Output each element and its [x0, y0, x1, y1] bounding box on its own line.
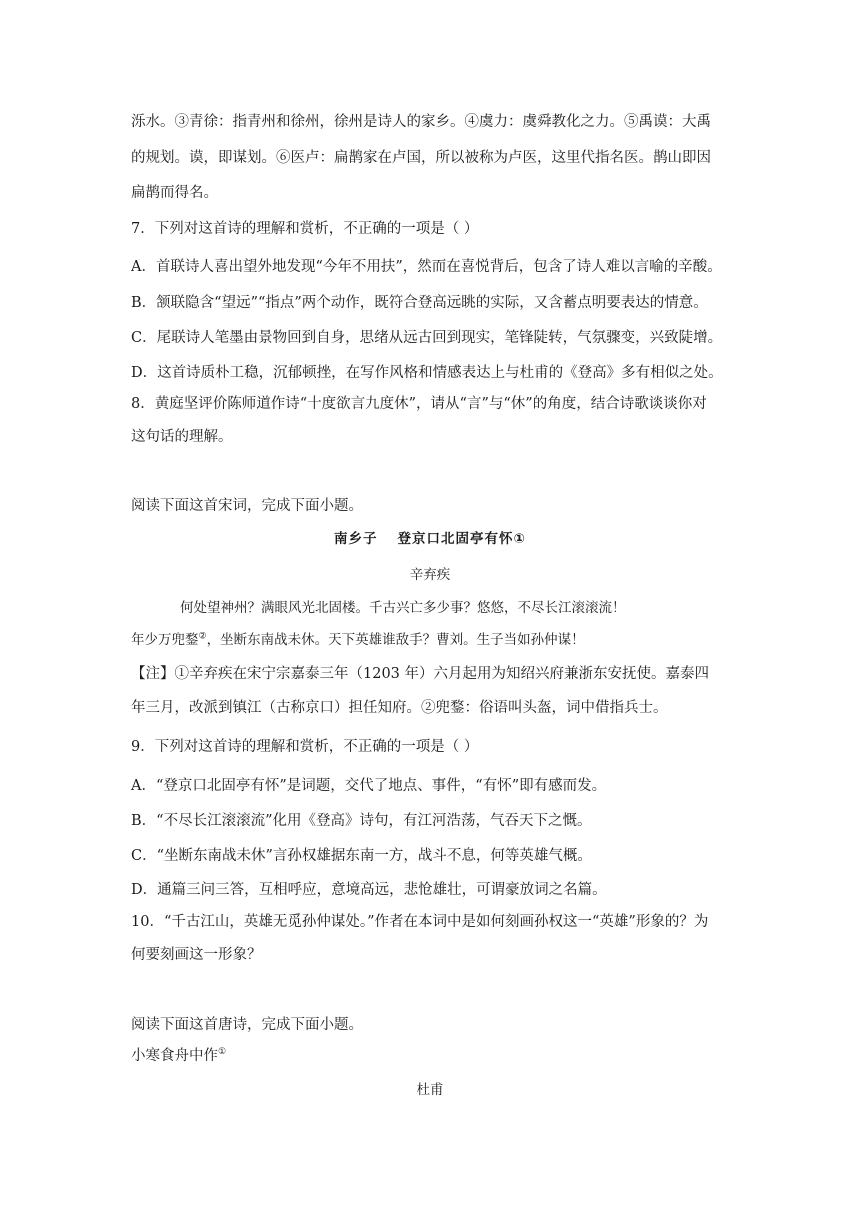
poem-note-line-2: 年三月，改派到镇江（古称京口）担任知府。②兜鍪：俗语叫头盔，词中借指兵士。: [131, 700, 668, 716]
note-line-3: 扁鹊而得名。: [131, 185, 218, 201]
question-10-line-2: 何要刻画这一形象？: [131, 947, 262, 963]
poem-author: 辛弃疾: [409, 567, 451, 583]
poem-3-author: 杜甫: [416, 1082, 444, 1098]
reading-intro-song-ci: 阅读下面这首宋词，完成下面小题。: [131, 498, 363, 514]
poem-line-2-end: ，坐断东南战未休。天下英雄谁敌手？曹刘。生子当如孙仲谋！: [206, 632, 585, 648]
question-9-option-c: C．“坐断东南战未休”言孙权雄据东南一方，战斗不息，何等英雄气概。: [131, 848, 592, 864]
footnote-marker-2: ②: [198, 631, 207, 642]
poem-title: [0, 529, 860, 549]
reading-intro-tang-poem: 阅读下面这首唐诗，完成下面小题。: [131, 1017, 363, 1033]
poem-title-subject: 登京口北固亭有怀①: [397, 531, 526, 547]
poem-3-title: [131, 1046, 226, 1066]
poem-line-2-start: 年少万兜鍪: [131, 632, 199, 648]
question-9: 9．下列对这首诗的理解和赏析，不正确的一项是（ ）: [131, 739, 479, 755]
question-8-line-2: 这句话的理解。: [131, 429, 233, 445]
note-line-2: 的规划。谟，即谋划。⑥医卢：扁鹊家在卢国，所以被称为卢医，这里代指名医。鹊山即因: [131, 150, 711, 166]
question-7: 7．下列对这首诗的理解和赏析，不正确的一项是（ ）: [131, 221, 479, 237]
question-7-option-b: B．颔联隐含“望远”“指点”两个动作，既符合登高远眺的实际，又含蓄点明要表达的情意。: [131, 295, 708, 311]
question-7-option-a: A．首联诗人喜出望外地发现“今年不用扶”，然而在喜悦背后，包含了诗人难以言喻的辛酸。: [131, 259, 722, 275]
question-9-option-a: A．“登京口北固亭有怀”是词题，交代了地点、事件，“有怀”即有感而发。: [131, 778, 607, 794]
question-10-line-1: 10．“千古江山，英雄无觅孙仲谋处。”作者在本词中是如何刻画孙权这一“英雄”形象的？为: [131, 914, 709, 930]
note-line-1: 泺水。③青徐：指青州和徐州，徐州是诗人的家乡。④虞力：虞舜教化之力。⑤禹谟：大禹: [131, 114, 711, 130]
question-9-option-b: B．“不尽长江滚滚流”化用《登高》诗句，有江河浩荡，气吞天下之慨。: [131, 813, 592, 829]
poem-3-title-text: 小寒食舟中作: [131, 1048, 218, 1064]
poem-line-1: 何处望神州？满眼风光北固楼。千古兴亡多少事？悠悠，不尽长江滚滚流！: [180, 600, 626, 616]
footnote-marker-1: ①: [218, 1047, 227, 1058]
poem-note-line-1: 【注】①辛弃疾在宋宁宗嘉泰三年（1203 年）六月起用为知绍兴府兼浙东安抚使。嘉泰四: [131, 666, 710, 682]
question-8-line-1: 8．黄庭坚评价陈师道作诗“十度欲言九度休”，请从“言”与“休”的角度，结合诗歌谈谈你对: [131, 396, 707, 412]
question-9-option-d: D．通篇三问三答，互相呼应，意境高远，悲怆雄壮，可谓豪放词之名篇。: [131, 882, 607, 898]
poem-title-tune: 南乡子: [334, 531, 378, 547]
question-7-option-c: C．尾联诗人笔墨由景物回到自身，思绪从远古回到现实，笔锋陡转，气氛骤变，兴致陡增。: [131, 330, 723, 346]
question-7-option-d: D．这首诗质朴工稳，沉郁顿挫，在写作风格和情感表达上与杜甫的《登高》多有相似之处。: [131, 365, 723, 381]
poem-line-2: [131, 630, 585, 650]
